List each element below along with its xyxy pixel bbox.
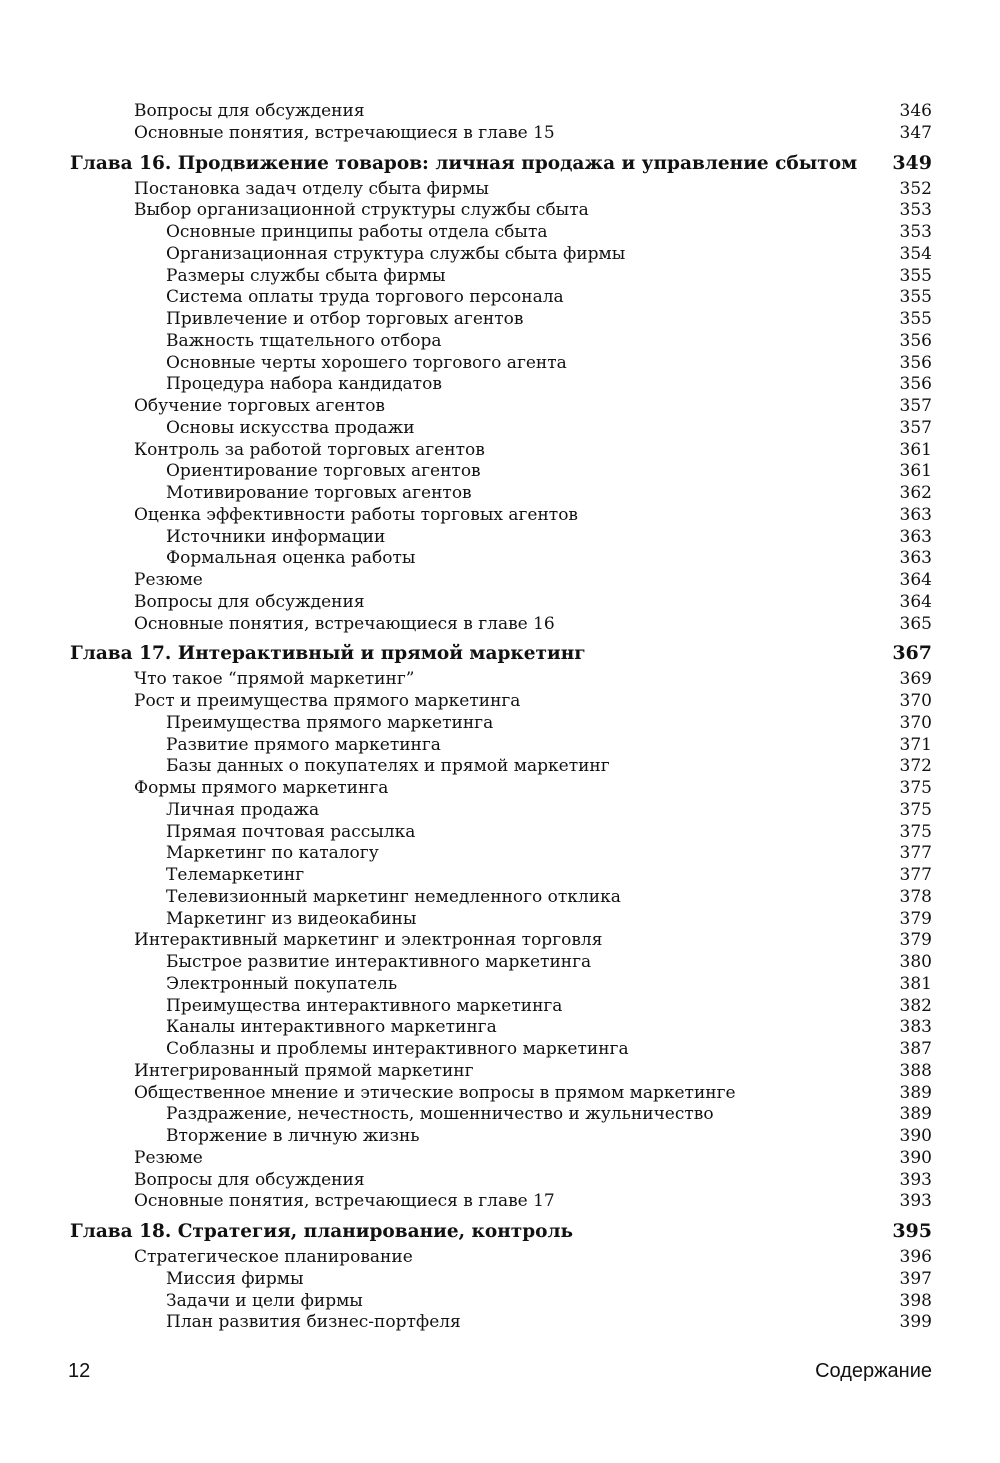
page-number: 12 bbox=[68, 1360, 91, 1382]
toc-entry-title: Интерактивный маркетинг и электронная торговля bbox=[134, 930, 603, 951]
toc-entry-title: Мотивирование торговых агентов bbox=[166, 483, 472, 503]
toc-entry-title: Выбор организационной структуры службы сбыта bbox=[134, 200, 589, 221]
toc-entry-title: План развития бизнес-портфеля bbox=[166, 1312, 461, 1333]
toc-entry-page: 396 bbox=[899, 1247, 932, 1267]
table-of-contents bbox=[70, 101, 932, 1334]
toc-entry bbox=[70, 974, 932, 996]
toc-entry-title: Резюме bbox=[134, 1147, 203, 1168]
toc-entry-page: 383 bbox=[899, 1017, 932, 1038]
toc-entry bbox=[70, 865, 932, 887]
toc-entry bbox=[70, 309, 932, 331]
toc-entry-title: Вопросы для обсуждения bbox=[134, 591, 365, 612]
toc-entry-page: 370 bbox=[899, 691, 932, 711]
toc-entry-page: 393 bbox=[899, 1191, 932, 1212]
toc-entry-page: 357 bbox=[899, 396, 932, 416]
toc-entry-page: 347 bbox=[899, 122, 932, 143]
toc-entry-page: 364 bbox=[899, 570, 932, 590]
toc-entry bbox=[70, 756, 932, 778]
toc-entry-page: 398 bbox=[899, 1290, 932, 1311]
toc-entry bbox=[70, 1247, 932, 1269]
toc-entry-page: 370 bbox=[899, 712, 932, 733]
toc-entry-title: Телемаркетинг bbox=[166, 865, 305, 885]
toc-entry-page: 363 bbox=[899, 548, 932, 569]
toc-entry bbox=[70, 1269, 932, 1291]
toc-entry-page: 353 bbox=[899, 200, 932, 221]
toc-entry bbox=[70, 244, 932, 266]
toc-entry-page: 378 bbox=[899, 886, 932, 907]
toc-entry-title: Быстрое развитие интерактивного маркетинга bbox=[166, 952, 592, 972]
toc-entry-page: 356 bbox=[899, 330, 932, 351]
toc-entry-page: 353 bbox=[899, 222, 932, 242]
toc-entry-title: Размеры службы сбыта фирмы bbox=[166, 265, 446, 286]
toc-entry bbox=[70, 1104, 932, 1126]
toc-entry-title: Задачи и цели фирмы bbox=[166, 1290, 363, 1311]
toc-entry bbox=[70, 909, 932, 931]
toc-entry-title: Основные понятия, встречающиеся в главе 16 bbox=[134, 613, 555, 634]
toc-entry bbox=[70, 713, 932, 735]
toc-entry-title: Привлечение и отбор торговых агентов bbox=[166, 309, 524, 329]
toc-entry-title: Вопросы для обсуждения bbox=[134, 101, 365, 121]
toc-entry bbox=[70, 1312, 932, 1334]
toc-entry-title: Рост и преимущества прямого маркетинга bbox=[134, 691, 521, 711]
toc-entry-title: Важность тщательного отбора bbox=[166, 330, 442, 351]
toc-entry-title: Ориентирование торговых агентов bbox=[166, 461, 481, 482]
toc-entry-page: 390 bbox=[899, 1147, 932, 1168]
toc-entry-page: 389 bbox=[899, 1082, 932, 1103]
toc-entry-page: 363 bbox=[899, 526, 932, 547]
toc-entry-page: 352 bbox=[899, 178, 932, 199]
toc-entry-page: 365 bbox=[899, 613, 932, 634]
toc-entry-page: 369 bbox=[899, 669, 932, 690]
toc-entry bbox=[70, 222, 932, 244]
toc-entry-title: Контроль за работой торговых агентов bbox=[134, 439, 485, 460]
toc-entry-title: Организационная структура службы сбыта фирмы bbox=[166, 243, 626, 264]
toc-entry-page: 393 bbox=[899, 1169, 932, 1190]
toc-entry-title: Базы данных о покупателях и прямой маркетинг bbox=[166, 756, 610, 777]
toc-entry bbox=[70, 996, 932, 1018]
toc-entry-title: Развитие прямого маркетинга bbox=[166, 734, 441, 755]
toc-entry bbox=[70, 822, 932, 844]
toc-entry-page: 381 bbox=[899, 973, 932, 994]
toc-entry-title: Вопросы для обсуждения bbox=[134, 1169, 365, 1190]
toc-entry-page: 390 bbox=[899, 1126, 932, 1146]
toc-entry-page: 361 bbox=[899, 461, 932, 482]
toc-entry bbox=[70, 266, 932, 288]
toc-entry-page: 355 bbox=[899, 265, 932, 286]
toc-entry-title: Глава 17. Интерактивный и прямой маркетинг bbox=[70, 643, 586, 665]
toc-entry bbox=[70, 418, 932, 440]
toc-entry bbox=[70, 952, 932, 974]
toc-entry bbox=[70, 800, 932, 822]
toc-entry bbox=[70, 461, 932, 483]
toc-entry-title: Постановка задач отделу сбыта фирмы bbox=[134, 178, 489, 199]
toc-entry bbox=[70, 527, 932, 549]
toc-entry-page: 399 bbox=[899, 1312, 932, 1333]
toc-entry bbox=[70, 570, 932, 592]
toc-entry bbox=[70, 179, 932, 201]
toc-entry-page: 355 bbox=[899, 309, 932, 329]
toc-entry-title: Преимущества интерактивного маркетинга bbox=[166, 995, 563, 1016]
toc-entry bbox=[70, 123, 932, 145]
toc-entry-title: Личная продажа bbox=[166, 799, 320, 820]
running-footer-section: Содержание bbox=[815, 1360, 932, 1382]
toc-entry-title: Основы искусства продажи bbox=[166, 417, 415, 438]
toc-entry-title: Система оплаты труда торгового персонала bbox=[166, 287, 564, 308]
toc-entry bbox=[70, 440, 932, 462]
toc-entry-title: Маркетинг из видеокабины bbox=[166, 908, 417, 929]
toc-entry bbox=[70, 548, 932, 570]
toc-entry bbox=[70, 1083, 932, 1105]
toc-entry bbox=[70, 483, 932, 505]
toc-entry-title: Прямая почтовая рассылка bbox=[166, 821, 416, 842]
toc-entry bbox=[70, 353, 932, 375]
toc-entry-page: 387 bbox=[899, 1039, 932, 1059]
toc-entry-title: Маркетинг по каталогу bbox=[166, 843, 379, 864]
toc-entry-title: Телевизионный маркетинг немедленного отклика bbox=[166, 886, 621, 907]
toc-entry bbox=[70, 887, 932, 909]
toc-entry-page: 379 bbox=[899, 908, 932, 929]
toc-entry-page: 380 bbox=[899, 952, 932, 972]
toc-entry-title: Основные принципы работы отдела сбыта bbox=[166, 222, 548, 242]
toc-entry-page: 375 bbox=[899, 778, 932, 798]
toc-entry-title: Раздражение, нечестность, мошенничество и жульничество bbox=[166, 1104, 714, 1125]
toc-entry bbox=[70, 1126, 932, 1148]
toc-entry-title: Основные понятия, встречающиеся в главе 15 bbox=[134, 122, 555, 143]
toc-entry bbox=[70, 331, 932, 353]
toc-entry-page: 397 bbox=[899, 1268, 932, 1289]
toc-entry-page: 379 bbox=[899, 930, 932, 951]
toc-entry-title: Основные черты хорошего торгового агента bbox=[166, 352, 567, 373]
toc-entry-title: Каналы интерактивного маркетинга bbox=[166, 1017, 497, 1038]
toc-entry bbox=[70, 1039, 932, 1061]
toc-entry-title: Формы прямого маркетинга bbox=[134, 778, 389, 798]
toc-entry-page: 395 bbox=[892, 1220, 932, 1242]
toc-entry-page: 372 bbox=[899, 756, 932, 777]
toc-entry-page: 375 bbox=[899, 799, 932, 820]
toc-entry bbox=[70, 735, 932, 757]
toc-entry-title: Глава 16. Продвижение товаров: личная продажа и управление сбытом bbox=[70, 152, 858, 174]
toc-entry-page: 382 bbox=[899, 995, 932, 1016]
toc-entry-page: 355 bbox=[899, 287, 932, 308]
toc-entry-page: 364 bbox=[899, 591, 932, 612]
toc-entry-page: 346 bbox=[899, 101, 932, 121]
toc-entry-page: 357 bbox=[899, 417, 932, 438]
toc-entry-title: Миссия фирмы bbox=[166, 1268, 304, 1289]
toc-entry bbox=[70, 1291, 932, 1313]
toc-entry bbox=[70, 200, 932, 222]
toc-entry-title: Глава 18. Стратегия, планирование, контроль bbox=[70, 1221, 574, 1242]
toc-entry bbox=[70, 669, 932, 691]
toc-entry-page: 388 bbox=[899, 1060, 932, 1081]
toc-entry bbox=[70, 1170, 932, 1192]
toc-entry-page: 371 bbox=[899, 734, 932, 755]
toc-entry-page: 389 bbox=[899, 1104, 932, 1125]
toc-entry-title: Интегрированный прямой маркетинг bbox=[134, 1060, 474, 1081]
toc-entry bbox=[70, 592, 932, 614]
toc-entry-page: 363 bbox=[899, 504, 932, 525]
toc-chapter-entry bbox=[70, 635, 932, 669]
toc-entry-page: 375 bbox=[899, 821, 932, 842]
toc-entry bbox=[70, 1061, 932, 1083]
toc-entry bbox=[70, 1148, 932, 1170]
toc-entry bbox=[70, 287, 932, 309]
toc-entry-page: 356 bbox=[899, 352, 932, 373]
toc-entry bbox=[70, 614, 932, 636]
toc-entry-title: Электронный покупатель bbox=[166, 973, 398, 994]
toc-entry-title: Процедура набора кандидатов bbox=[166, 374, 442, 395]
toc-entry-title: Формальная оценка работы bbox=[166, 548, 416, 569]
toc-entry bbox=[70, 778, 932, 800]
toc-entry-title: Источники информации bbox=[166, 526, 386, 547]
toc-entry-page: 362 bbox=[899, 483, 932, 503]
toc-entry-title: Резюме bbox=[134, 570, 203, 590]
toc-entry bbox=[70, 396, 932, 418]
toc-entry-title: Оценка эффективности работы торговых агентов bbox=[134, 504, 579, 525]
toc-entry-page: 349 bbox=[892, 151, 932, 174]
toc-entry bbox=[70, 1191, 932, 1213]
toc-entry bbox=[70, 930, 932, 952]
toc-entry bbox=[70, 691, 932, 713]
toc-entry-title: Обучение торговых агентов bbox=[134, 396, 385, 416]
toc-entry bbox=[70, 101, 932, 123]
toc-entry-title: Общественное мнение и этические вопросы в прямом маркетинге bbox=[134, 1082, 736, 1103]
toc-entry bbox=[70, 505, 932, 527]
toc-entry-title: Что такое “прямой маркетинг” bbox=[134, 669, 415, 690]
toc-entry bbox=[70, 843, 932, 865]
toc-entry-page: 377 bbox=[899, 843, 932, 864]
toc-entry-title: Стратегическое планирование bbox=[134, 1247, 413, 1267]
toc-entry-page: 356 bbox=[899, 374, 932, 395]
toc-entry-title: Вторжение в личную жизнь bbox=[166, 1126, 420, 1146]
toc-chapter-entry bbox=[70, 145, 932, 179]
toc-entry bbox=[70, 374, 932, 396]
toc-entry-page: 354 bbox=[899, 243, 932, 264]
toc-chapter-entry bbox=[70, 1213, 932, 1247]
toc-entry-page: 367 bbox=[892, 642, 932, 665]
toc-entry-page: 361 bbox=[899, 439, 932, 460]
toc-entry-title: Соблазны и проблемы интерактивного маркетинга bbox=[166, 1039, 629, 1059]
toc-entry bbox=[70, 1017, 932, 1039]
toc-entry-title: Преимущества прямого маркетинга bbox=[166, 712, 494, 733]
toc-entry-title: Основные понятия, встречающиеся в главе 17 bbox=[134, 1191, 555, 1212]
toc-entry-page: 377 bbox=[899, 865, 932, 885]
